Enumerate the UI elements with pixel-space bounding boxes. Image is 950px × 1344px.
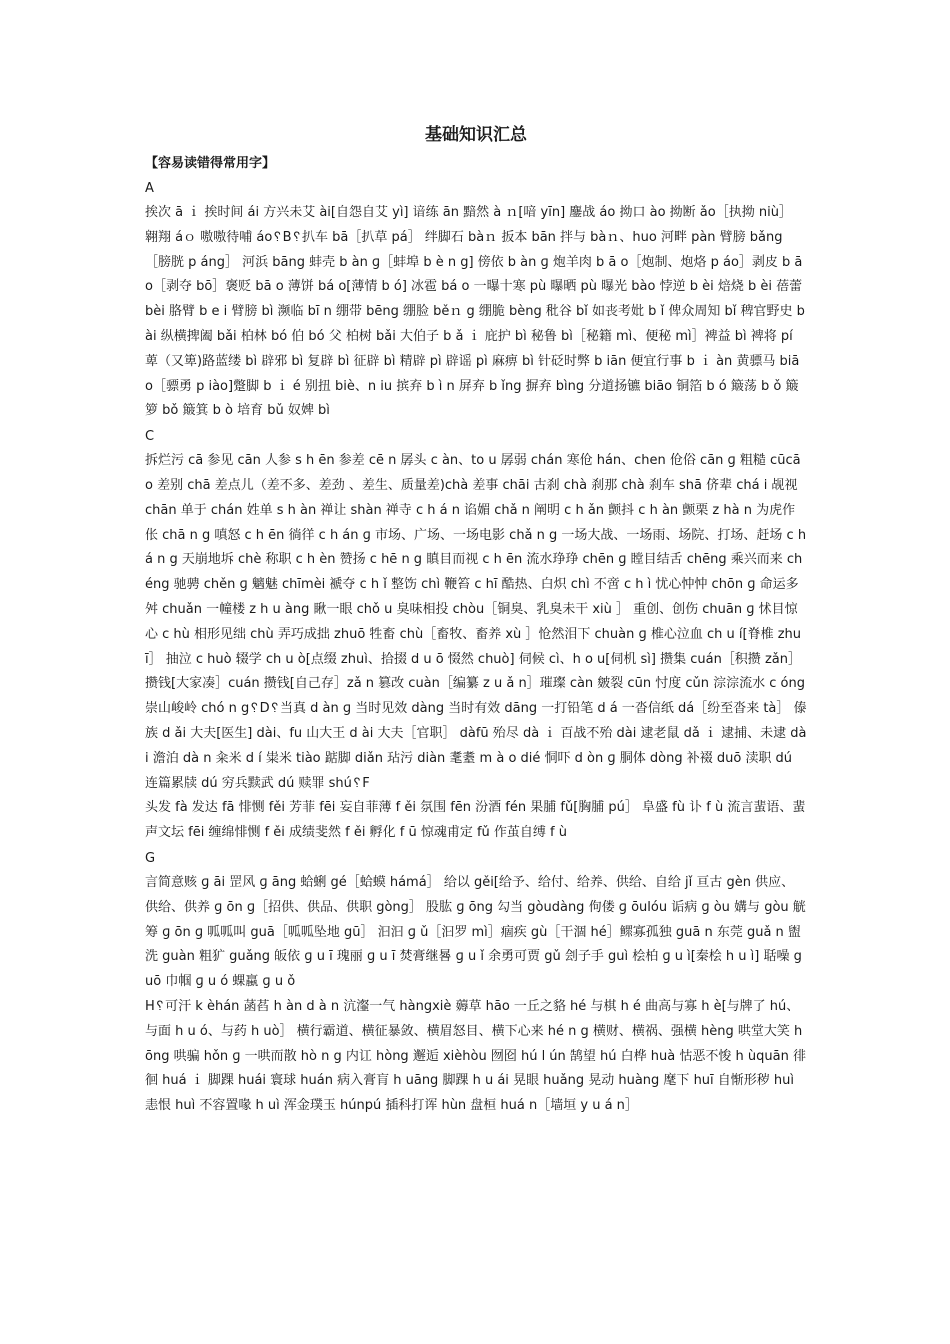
letter-heading-g: G (145, 850, 156, 866)
paragraph-c-d: 拆烂污 cā 参见 cān 人参 s h ēn 参差 cē n 孱头 c àn、to u 孱弱 chán 寒伧 hán、chen 伧俗 cān ɡ 粗糙 cūcā o 差别 chā 差点儿（差不多、差劲 、差生、质量差)chà 差事 chāi 古刹 chà 刹那 chà 刹车 shā 侪辈 chá i 觇视 chān 单于 chán 姓单 s h àn 禅让 shàn 禅寺 c h á n 谄媚 chǎ n 阐明 c h ǎn 颤抖 c h àn 颤栗 z hà n 为虎作伥 chā n g 嗔怒 c h ēn 徜徉 c h án ɡ 市场、广场、一场电影 chǎ n g 一场大战、一场雨、场院、打场、赶场 c há n g 天崩地坼 chè 称职 c h èn 赞扬 c hē n g 瞋目而视 c h ēn 流水琤琤 chēn ɡ 瞠目结舌 chēng 乘兴而来 chéng 驰骋 chěn ɡ 魑魅 chīmèi 褫夺 c h ǐ 整饬 chì 鞭笞 c hī 酷热、白炽 chì 不啻 c h ì 忧心忡忡 chōn ɡ 命运多舛 chuǎn 一幢楼 z h u àng 瞅一眼 chǒ u 臭味相投 chòu［铜臭、乳臭未干 xiù ］ 重创、创伤 chuān ɡ 怵目惊心 c hù 相形见绌 chù 弄巧成拙 zhuō 牲畜 chù［畜牧、畜养 xù ］怆然泪下 chuàn ɡ 椎心泣血 ch u í[脊椎 zhuī］ 抽泣 c huò 辍学 ch u ò[点缀 zhuì、拾掇 d u ō 惙然 chuò] 伺候 cì、h o u[伺机 sì] 攒集 cuán［积攒 zǎn］攒钱[大家凑］cuán 攒钱[自己存］zǎ n 篡改 cuàn［编纂 z u ǎ n］璀璨 càn 皴裂 cūn 忖度 cǔn 淙淙流水 c óng 崇山峻岭 chó n g␦D␦当真 d àn ɡ 当时见效 dàng 当时有效 dāng 一打铅笔 d á 一沓信纸 dá［纷至沓来 tà］ 傣族 d ǎi 大夫[医生] dài、fu 山大王 d ài 大夫［官职］ dàfū 殆尽 dà ｉ 百战不殆 dài 逮老鼠 dǎ ｉ 逮捕、未逮 dài 澹泊 dà n 籴米 d í 粜米 tiào 踮脚 diǎn 玷污 diàn 耄耋 m à o dié 恫吓 d òn ɡ 胴体 dòng 补裰 duō 渎职 dú 连篇累牍 dú 穷兵黩武 dú 赎罪 shú␦F (145, 453, 807, 791)
letter-heading-c: C (145, 429, 155, 445)
document-title: 基础知识汇总 (425, 125, 527, 145)
paragraph-g: 言简意赅 ɡ āi 罡风 ɡ āng 蛤蜊 gé［蛤蟆 hámá］ 给以 gěi[给予、给付、给养、供给、自给 jǐ 亘古 gèn 供应、供给、供养 ɡ ōn ɡ［招供、供品、供职 gòng］ 股肱 ɡ ōng 勾当 gòudàng 佝偻 ɡ ōulóu 诟病 ɡ òu 媾与 gòu 觥筹 ɡ ōn ɡ 呱呱叫 guā［呱呱坠地 gū］ 汩汩 ɡ ǔ［汩罗 mì］痼疾 gù［干涸 hé］鳏寡孤独 guā n 东莞 guǎ n 盥洗 guàn 粗犷 guǎng 皈依 ɡ u ī 瑰丽 ɡ u ī 焚膏继晷 ɡ u ǐ 余勇可贾 gǔ 刽子手 guì 桧柏 ɡ u ì[秦桧 h u ì] 聒噪 guō 巾帼 ɡ u ó 蜾蠃 ɡ u ǒ (145, 874, 806, 990)
letter-heading-a: A (145, 181, 154, 196)
document-page (145, 118, 807, 1119)
paragraph-h: H␦可汗 k èhán 菡萏 h àn d à n 沆瀣一气 hàngxiè 薅草 hāo 一丘之貉 hé 与棋 h é 曲高与寡 h è[与牌了 hú、与面 h u ó、与药 h uò］ 横行霸道、横征暴敛、横眉怒目、横下心来 hé n g 横财、横祸、强横 hèng 哄堂大笑 h ōng 哄骗 hǒn ɡ 一哄而散 hò n g 内讧 hòng 邂逅 xièhòu 囫囵 hú l ún 鹄望 hú 白桦 huà 怙恶不悛 h ùquān 徘徊 huá ｉ 脚踝 huái 寰球 huán 病入膏肓 h uāng 脚踝 h u ái 晃眼 huǎng 晃动 huàng 麾下 huī 自惭形秽 huì 恚恨 huì 不容置喙 h uì 浑金璞玉 húnpú 插科打诨 hùn 盘桓 huá n［墙垣 y u á n］ (145, 998, 806, 1114)
section-heading: 【容易读错得常用字】 (145, 156, 276, 171)
paragraph-f: 头发 fà 发达 fā 悱恻 fěi 芳菲 fēi 妄自菲薄 f ěi 氛围 fēn 汾酒 fén 果脯 fǔ[胸脯 pú］ 阜盛 fù 讣 f ù 流言蜚语、蜚声文坛 fēi 缠绵悱恻 f ěi 成绩斐然 f ěi 孵化 f ū 惊魂甫定 fǔ 作茧自缚 f ù (145, 800, 806, 841)
paragraph-a: 挨次 ā ｉ 挨时间 ái 方兴未艾 ài[自怨自艾 yì] 谙练 ān 黯然 à ｎ[喑 yīn] 鏖战 áo 拗口 ào 拗断 ǎo［执拗 niù］ 翱翔 áｏ 嗷嗷待哺 áo␦B␦扒车 bā［扒草 pá］ 绊脚石 bàｎ 扳本 bān 拌与 bàｎ、huo 河畔 pàn 臂膀 bǎng［膀胱 p áng］ 河浜 bāng 蚌壳 b àn ɡ［蚌埠 b è n g] 傍依 b àn ɡ 炮羊肉 b ā o［炮制、炮烙 p áo］剥皮 b āo［剥夺 bō］褒贬 bā o 薄饼 bá o[薄情 b ó] 冰雹 bá o 一曝十寒 pù 曝晒 pù 曝光 bào 悖逆 b èi 焙烧 b èi 蓓蕾 bèi 胳臂 b e i 臂膀 bì 濒临 bī n 绷带 bēng 绷脸 běｎ g 绷脆 bèng 秕谷 bǐ 如丧考妣 b ǐ 俾众周知 bǐ 稗官野史 bài 纵横捭阖 bǎi 柏林 bó 伯 bó 父 柏树 bǎi 大伯子 b ǎ ｉ 庇护 bì 秘鲁 bì［秘籍 mì、便秘 mì］裨益 bì 裨将 pí 萆（又箄)路蓝缕 bì 辟邪 bì 复辟 bì 征辟 bì 精辟 pì 辟谣 pì 麻痹 bì 针砭时弊 b iān 便宜行事 b ｉ àn 黄骠马 biāo［骠勇 p iào]蹩脚 b ｉ é 别扭 biè、n iu 摈弃 b ì n 屏弃 b ǐng 摒弃 bìng 分道扬镳 biāo 铜箔 b ó 簸荡 b ǒ 簸箩 bǒ 簸箕 b ò 培育 bǔ 奴婢 bì (145, 205, 805, 419)
